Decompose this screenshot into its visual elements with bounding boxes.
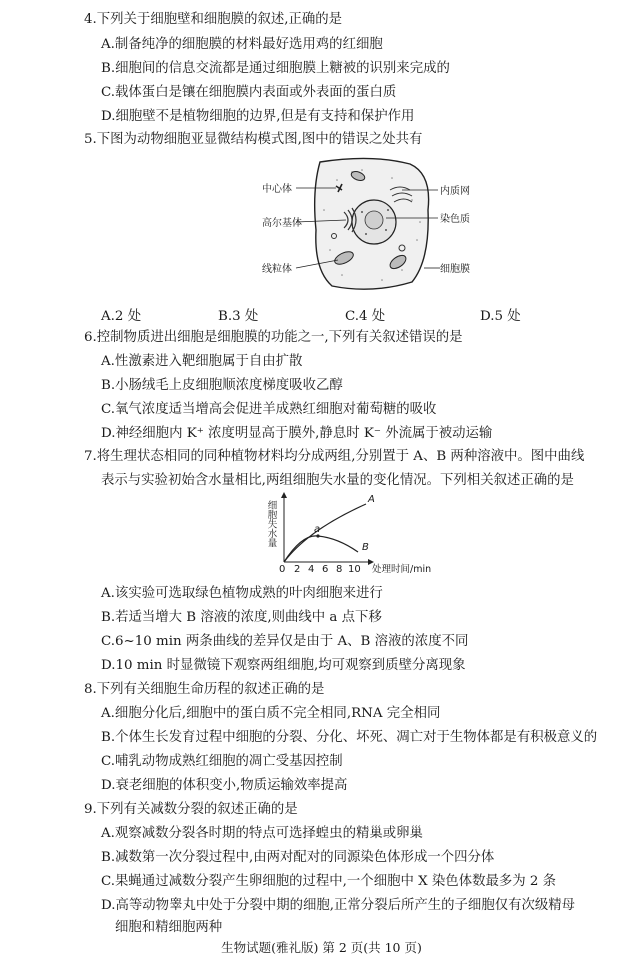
label-er: 内质网: [440, 186, 470, 197]
q9-option-d-cont: 细胞和精细胞两种: [115, 920, 223, 935]
q6-option-d: D.神经细胞内 K⁺ 浓度明显高于膜外,静息时 K⁻ 外流属于被动运输: [101, 426, 493, 441]
water-loss-chart: [265, 490, 432, 582]
tick-10: 10: [348, 564, 361, 575]
q7-stem-line1: 7.将生理状态相同的同种植物材料均分成两组,分别置于 A、B 两种溶液中。图中曲线: [84, 449, 585, 464]
q7-option-b: B.若适当增大 B 溶液的浓度,则曲线中 a 点下移: [101, 610, 382, 625]
q6-option-c: C.氧气浓度适当增高会促进羊成熟红细胞对葡萄糖的吸收: [101, 402, 437, 417]
point-a-label: a: [314, 524, 321, 535]
animal-cell-diagram: [262, 150, 482, 298]
q7-option-d: D.10 min 时显微镜下观察两组细胞,均可观察到质壁分离现象: [101, 658, 466, 673]
q8-option-d: D.衰老细胞的体积变小,物质运输效率提高: [101, 778, 348, 793]
curve-a: [284, 504, 366, 562]
curve-a-label: A: [368, 494, 375, 505]
q9-stem: 9.下列有关减数分裂的叙述正确的是: [84, 802, 298, 817]
q6-option-a: A.性激素进入靶细胞属于自由扩散: [101, 354, 303, 369]
q4-option-d: D.细胞壁不是植物细胞的边界,但是有支持和保护作用: [101, 109, 415, 124]
q7-stem-line2: 表示与实验初始含水量相比,两组细胞失水量的变化情况。下列相关叙述正确的是: [101, 473, 574, 488]
q7-option-c: C.6~10 min 两条曲线的差异仅是由于 A、B 溶液的浓度不同: [101, 634, 469, 649]
q4-stem: 4.下列关于细胞壁和细胞膜的叙述,正确的是: [84, 12, 343, 27]
tick-origin: 0: [279, 564, 286, 575]
q8-option-c: C.哺乳动物成熟红细胞的凋亡受基因控制: [101, 754, 343, 769]
x-axis-label: 处理时间/min: [372, 564, 432, 575]
q4-option-c: C.载体蛋白是镶在细胞膜内表面或外表面的蛋白质: [101, 85, 397, 100]
label-mitochondria: 线粒体: [262, 264, 292, 275]
q9-option-d: D.高等动物睾丸中处于分裂中期的细胞,正常分裂后所产生的子细胞仅有次级精母: [101, 898, 576, 913]
curve-b-label: B: [362, 542, 369, 553]
q8-option-a: A.细胞分化后,细胞中的蛋白质不完全相同,RNA 完全相同: [101, 706, 441, 721]
label-chromatin: 染色质: [440, 214, 470, 225]
q4-option-b: B.细胞间的信息交流都是通过细胞膜上糖被的识别来完成的: [101, 61, 450, 76]
q9-option-b: B.减数第一次分裂过程中,由两对配对的同源染色体形成一个四分体: [101, 850, 495, 865]
q5-stem: 5.下图为动物细胞亚显微结构模式图,图中的错误之处共有: [84, 132, 423, 147]
q5-option-b: B.3 处: [218, 309, 259, 324]
q9-option-a: A.观察减数分裂各时期的特点可选择蝗虫的精巢或卵巢: [101, 826, 423, 841]
q8-stem: 8.下列有关细胞生命历程的叙述正确的是: [84, 682, 325, 697]
tick-2: 2: [294, 564, 301, 575]
q6-stem: 6.控制物质进出细胞是细胞膜的功能之一,下列有关叙述错误的是: [84, 330, 463, 345]
tick-8: 8: [336, 564, 343, 575]
q5-option-c: C.4 处: [345, 309, 386, 324]
label-golgi: 高尔基体: [262, 218, 302, 229]
q7-option-a: A.该实验可选取绿色植物成熟的叶肉细胞来进行: [101, 586, 383, 601]
page-footer: 生物试题(雅礼版) 第 2 页(共 10 页): [221, 940, 422, 955]
q4-option-a: A.制备纯净的细胞膜的材料最好选用鸡的红细胞: [101, 37, 383, 52]
q9-option-c: C.果蝇通过减数分裂产生卵细胞的过程中,一个细胞中 X 染色体数最多为 2 条: [101, 874, 557, 889]
q5-option-d: D.5 处: [480, 309, 521, 324]
tick-4: 4: [308, 564, 315, 575]
label-centrosome: 中心体: [262, 184, 292, 195]
q8-option-b: B.个体生长发育过程中细胞的分裂、分化、坏死、凋亡对于生物体都是有积极意义的: [101, 730, 598, 745]
q5-option-a: A.2 处: [101, 309, 142, 324]
label-membrane: 细胞膜: [440, 264, 470, 275]
tick-6: 6: [322, 564, 329, 575]
nucleolus: [365, 211, 383, 229]
y-axis-label-1: 细胞失水量: [265, 500, 277, 548]
q6-option-b: B.小肠绒毛上皮细胞顺浓度梯度吸收乙醇: [101, 378, 343, 393]
